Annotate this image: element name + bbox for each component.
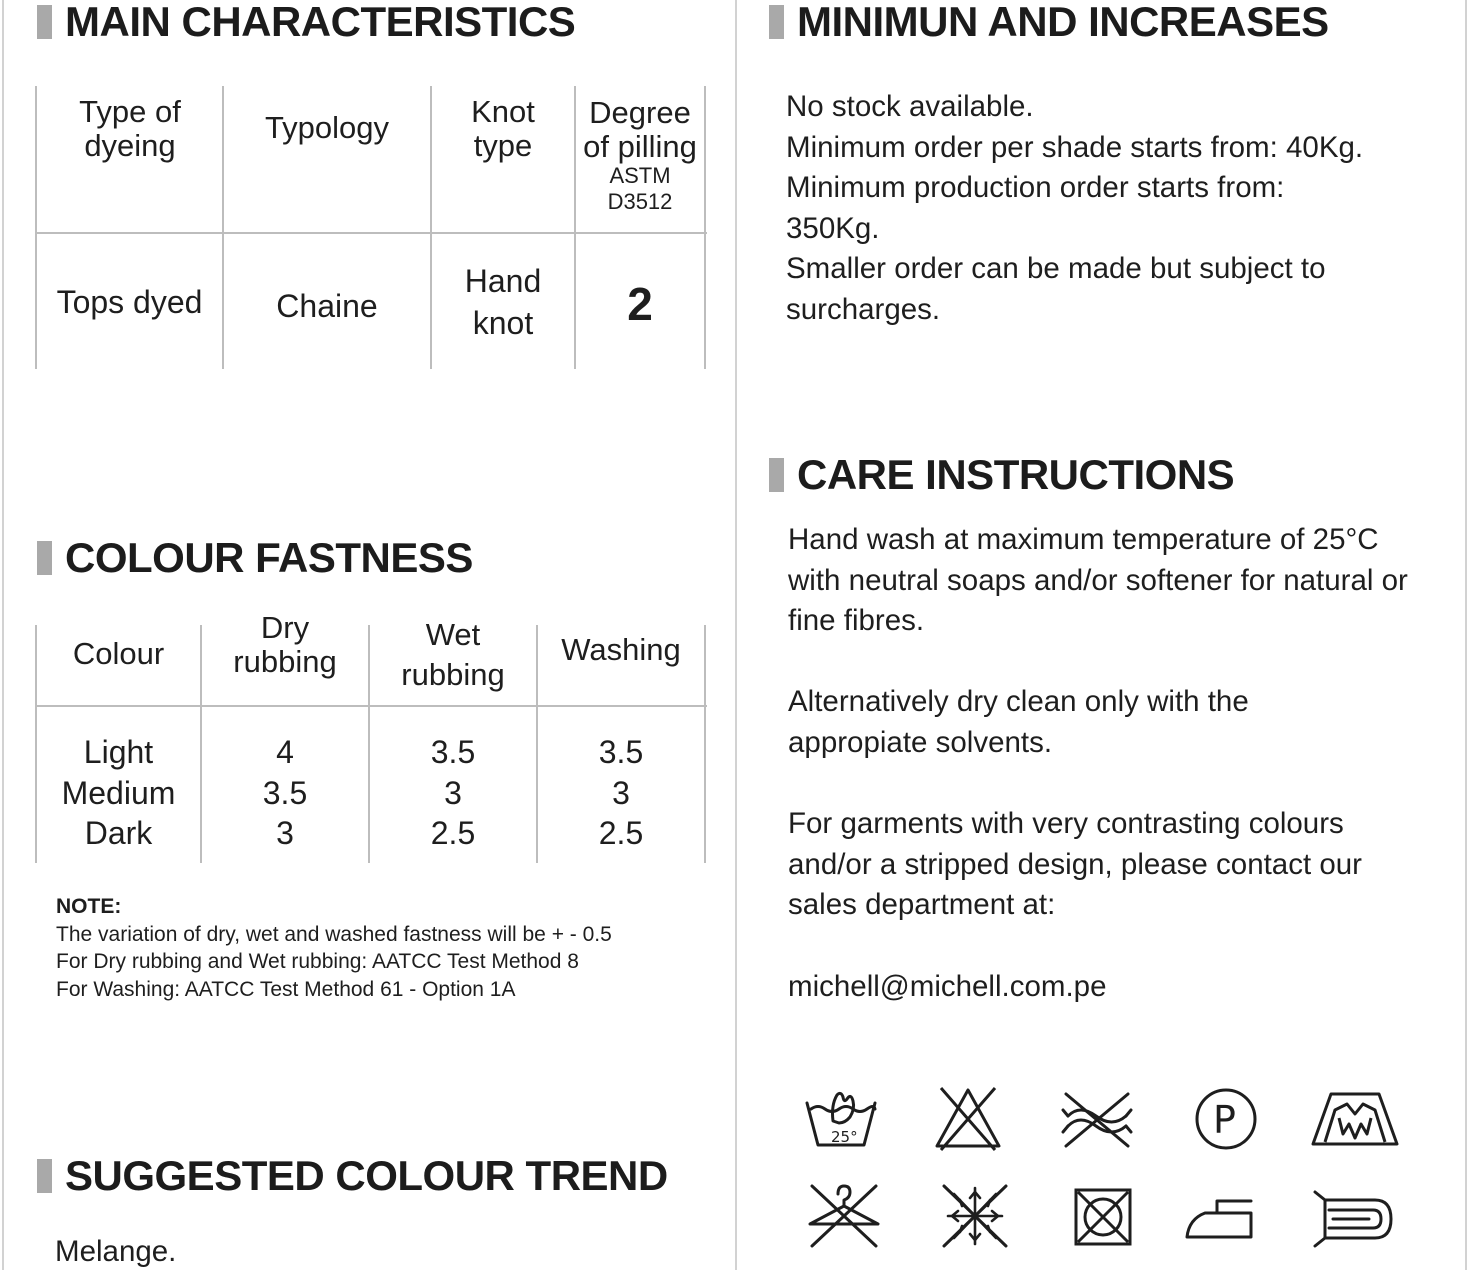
cell-value: 3 — [444, 774, 462, 811]
cell-type-of-dyeing — [37, 234, 222, 369]
heading-text: MINIMUN AND INCREASES — [797, 0, 1329, 45]
main-characteristics-heading — [37, 0, 575, 46]
note-line: For Dry rubbing and Wet rubbing: AATCC Test Method 8 — [56, 950, 579, 973]
cell-value: 3.5 — [262, 774, 308, 811]
cell-knot-type — [455, 234, 551, 369]
header-degree-of-pilling — [576, 90, 704, 170]
table-rule — [430, 86, 432, 369]
header-label: Wet rubbing — [401, 617, 505, 692]
colour-fastness-column-wet — [370, 733, 536, 853]
colour-fastness-table — [35, 610, 707, 863]
flat-dry-icon — [1313, 1188, 1395, 1250]
header-sub-label: ASTM D3512 — [607, 163, 673, 214]
note-label: NOTE: — [56, 895, 122, 918]
cell-value: 2 — [627, 277, 653, 330]
minimum-line: Smaller order can be made but subject to — [786, 252, 1326, 285]
colour-fastness-column-washing — [538, 733, 704, 853]
heading-bar — [37, 1159, 52, 1193]
no-tumble-dry-icon — [1309, 1090, 1401, 1148]
care-email: michell@michell.com.pe — [788, 970, 1107, 1003]
minimum-line: 350Kg. — [786, 211, 880, 245]
header-label: Dry rubbing — [233, 610, 337, 679]
cell-value: 3 — [276, 815, 294, 852]
cell-value: Hand knot — [464, 262, 542, 341]
header-dry-rubbing — [225, 609, 345, 681]
left-border — [2, 0, 4, 1270]
header-label: Degree of pilling — [583, 95, 697, 164]
header-type-of-dyeing — [43, 88, 217, 170]
column-divider — [735, 0, 737, 1270]
hand-wash-icon — [803, 1087, 879, 1151]
table-rule — [704, 86, 706, 369]
heading-text: CARE INSTRUCTIONS — [797, 451, 1235, 498]
heading-bar — [37, 5, 52, 39]
minimum-line: surcharges. — [786, 292, 941, 326]
right-border — [1465, 0, 1467, 1270]
no-wring-icon — [1060, 1090, 1134, 1150]
header-colour — [37, 625, 200, 683]
care-paragraph-3: For garments with very contrasting colours and/or a stripped design, please contact our sales department at: — [788, 807, 1362, 921]
cell-value: Light — [83, 734, 154, 771]
header-typology — [224, 88, 430, 168]
minimum-heading — [769, 0, 1329, 46]
no-steam-icon — [940, 1182, 1010, 1250]
minimum-line: No stock available. — [786, 90, 1034, 123]
main-characteristics-table — [35, 86, 707, 369]
no-bleach-icon — [933, 1084, 1003, 1152]
colour-fastness-column-dry — [202, 733, 368, 853]
cell-value: Chaine — [276, 287, 378, 324]
cell-value: 2.5 — [430, 815, 476, 852]
note-line: For Washing: AATCC Test Method 61 - Option 1A — [56, 977, 516, 1001]
cell-value: 4 — [276, 734, 294, 771]
fastness-note — [56, 893, 612, 1003]
heading-text: SUGGESTED COLOUR TREND — [65, 1152, 668, 1199]
header-washing — [538, 625, 704, 675]
wash-temperature: 25° — [831, 1128, 858, 1146]
header-label: Knot type — [471, 94, 535, 163]
minimum-line: Minimum order per shade starts from: 40Kg. — [786, 130, 1364, 164]
dry-clean-icon — [1193, 1087, 1259, 1151]
heading-bar — [37, 541, 52, 575]
table-rule — [35, 705, 707, 707]
header-label: Type of dyeing — [79, 94, 181, 163]
care-paragraph-2: Alternatively dry clean only with the appropiate solvents. — [788, 685, 1249, 759]
iron-icon — [1183, 1193, 1257, 1243]
heading-text: MAIN CHARACTERISTICS — [65, 0, 576, 45]
header-label: Colour — [72, 636, 165, 671]
cell-typology — [224, 238, 430, 373]
minimum-line: Minimum production order starts from: — [786, 171, 1285, 204]
colour-trend-heading — [37, 1152, 668, 1200]
dry-clean-letter: P — [1213, 1098, 1236, 1142]
cell-value: 3.5 — [598, 734, 644, 771]
colour-fastness-heading — [37, 534, 473, 582]
cell-value: Medium — [61, 774, 176, 811]
header-label: Washing — [561, 632, 681, 667]
colour-trend-text: Melange. — [55, 1235, 177, 1268]
no-hang-dry-icon — [806, 1182, 882, 1250]
no-dryer-icon — [1072, 1186, 1134, 1248]
heading-bar — [769, 458, 784, 492]
header-label: Typology — [264, 110, 390, 145]
note-line: The variation of dry, wet and washed fastness will be + - 0.5 — [56, 922, 612, 946]
header-wet-rubbing — [390, 609, 516, 701]
header-astm-code — [576, 163, 704, 214]
heading-bar — [769, 5, 784, 39]
cell-value: 2.5 — [598, 815, 644, 852]
care-heading — [769, 451, 1234, 499]
cell-value: 3 — [612, 774, 630, 811]
colour-fastness-column-colour — [37, 733, 200, 853]
cell-degree-of-pilling — [576, 236, 704, 371]
heading-text: COLOUR FASTNESS — [65, 534, 473, 581]
cell-value: Tops dyed — [56, 283, 203, 320]
header-knot-type — [455, 88, 551, 170]
care-paragraph-1: Hand wash at maximum temperature of 25°C with neutral soaps and/or softener for natural or fine fibres. — [788, 523, 1408, 637]
table-rule — [704, 625, 706, 863]
minimum-text — [786, 87, 1446, 330]
cell-value: 3.5 — [430, 734, 476, 771]
cell-value: Dark — [84, 815, 153, 852]
